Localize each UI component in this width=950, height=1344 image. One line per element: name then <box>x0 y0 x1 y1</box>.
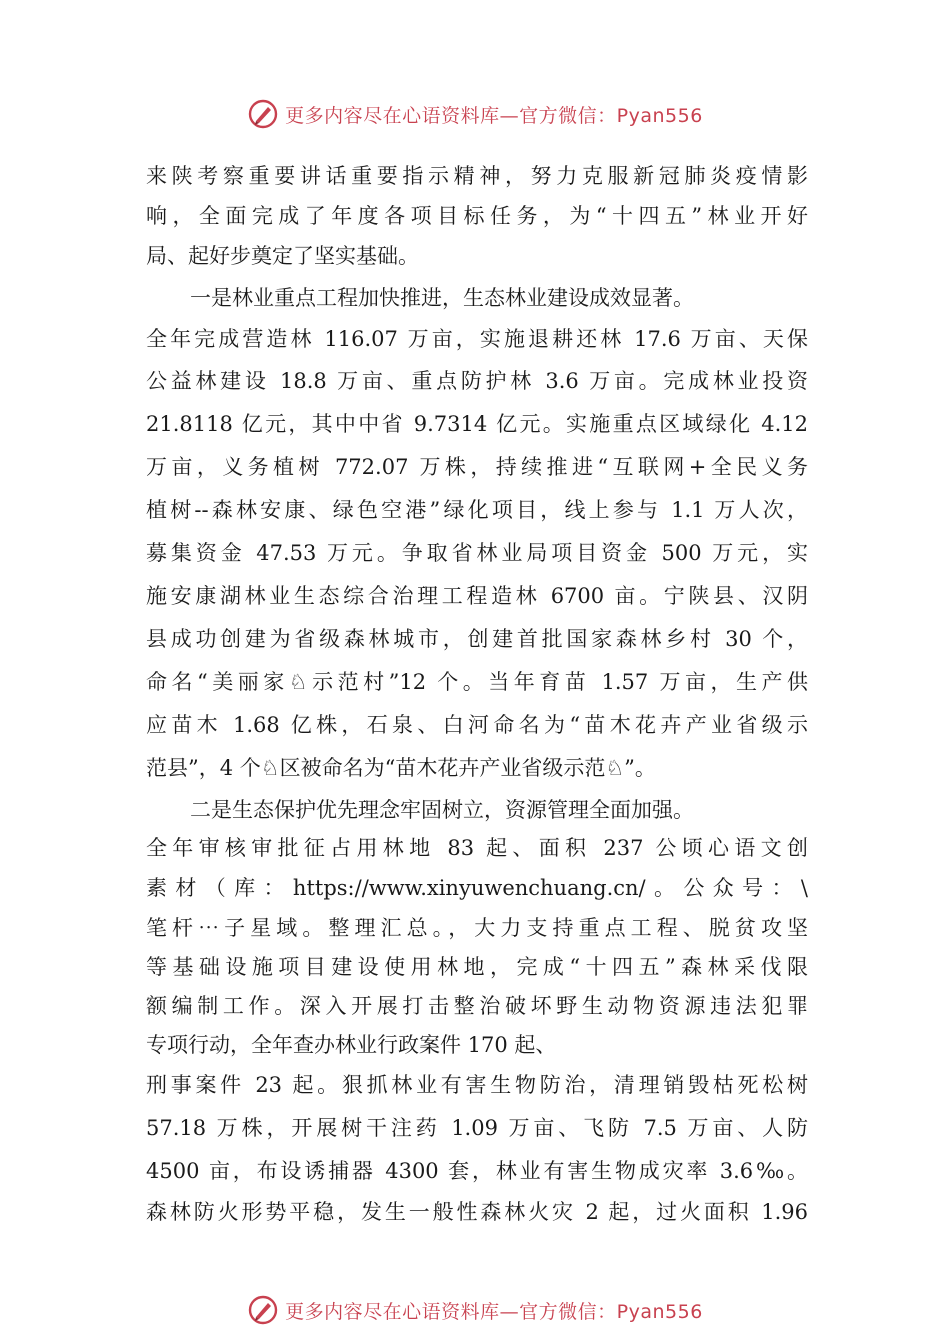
body-line: 笔杆⋯子星域。整理汇总。，大力支持重点工程、脱贫攻坚 <box>146 916 808 940</box>
body-line: 全年审核审批征占用林地 83 起、面积 237 公顷心语文创 <box>146 836 808 860</box>
body-line: 局、起好步奠定了坚实基础。 <box>146 244 419 268</box>
pen-logo-icon <box>247 98 279 130</box>
body-line: 二是生态保护优先理念牢固树立，资源管理全面加强。 <box>190 798 694 822</box>
body-line: 刑事案件 23 起。狠抓林业有害生物防治，清理销毁枯死松树 <box>146 1073 808 1097</box>
body-line: 公益林建设 18.8 万亩、重点防护林 3.6 万亩。完成林业投资 <box>146 369 808 393</box>
body-line: 全年完成营造林 116.07 万亩，实施退耕还林 17.6 万亩、天保 <box>146 327 808 351</box>
body-line: 一是林业重点工程加快推进，生态林业建设成效显著。 <box>190 286 694 310</box>
body-line: 募集资金 47.53 万元。争取省林业局项目资金 500 万元，实 <box>146 541 808 565</box>
body-line: 施安康湖林业生态综合治理工程造林 6700 亩。宁陕县、汉阴 <box>146 584 808 608</box>
body-line: 响，全面完成了年度各项目标任务，为“十四五”林业开好 <box>146 204 808 228</box>
body-line: 来陕考察重要讲话重要指示精神，努力克服新冠肺炎疫情影 <box>146 164 808 188</box>
footer-banner-handle: Pyan556 <box>616 1300 703 1323</box>
header-banner-handle: Pyan556 <box>616 104 703 127</box>
pen-logo-icon <box>247 1294 279 1326</box>
body-line: 植树--森林安康、绿色空港”绿化项目，线上参与 1.1 万人次， <box>146 498 808 522</box>
header-banner-text: 更多内容尽在心语资料库—官方微信：Pyan556 <box>285 104 703 127</box>
header-banner <box>0 94 950 134</box>
footer-banner <box>0 1290 950 1330</box>
body-line: 命名“美丽家♘示范村”12 个。当年育苗 1.57 万亩，生产供 <box>146 670 808 694</box>
body-line: 21.8118 亿元，其中中省 9.7314 亿元。实施重点区域绿化 4.12 <box>146 412 808 436</box>
footer-banner-text: 更多内容尽在心语资料库—官方微信：Pyan556 <box>285 1300 703 1323</box>
body-line: 4500 亩，布设诱捕器 4300 套，林业有害生物成灾率 3.6‰。 <box>146 1159 808 1183</box>
body-line: 额编制工作。深入开展打击整治破坏野生动物资源违法犯罪 <box>146 994 808 1018</box>
body-line: 57.18 万株，开展树干注药 1.09 万亩、飞防 7.5 万亩、人防 <box>146 1116 808 1140</box>
body-line: 素材（库：https://www.xinyuwenchuang.cn/。公众号：\ <box>146 876 808 900</box>
body-line: 万亩，义务植树 772.07 万株，持续推进“互联网+全民义务 <box>146 455 808 479</box>
body-line: 森林防火形势平稳，发生一般性森林火灾 2 起，过火面积 1.96 <box>146 1200 808 1224</box>
body-line: 等基础设施项目建设使用林地，完成“十四五”森林采伐限 <box>146 955 808 979</box>
body-line: 范县”，4 个♘区被命名为“苗木花卉产业省级示范♘”。 <box>146 756 656 780</box>
body-line: 县成功创建为省级森林城市，创建首批国家森林乡村 30 个， <box>146 627 808 651</box>
body-line: 专项行动，全年查办林业行政案件 170 起、 <box>146 1033 557 1057</box>
body-line: 应苗木 1.68 亿株，石泉、白河命名为“苗木花卉产业省级示 <box>146 713 808 737</box>
